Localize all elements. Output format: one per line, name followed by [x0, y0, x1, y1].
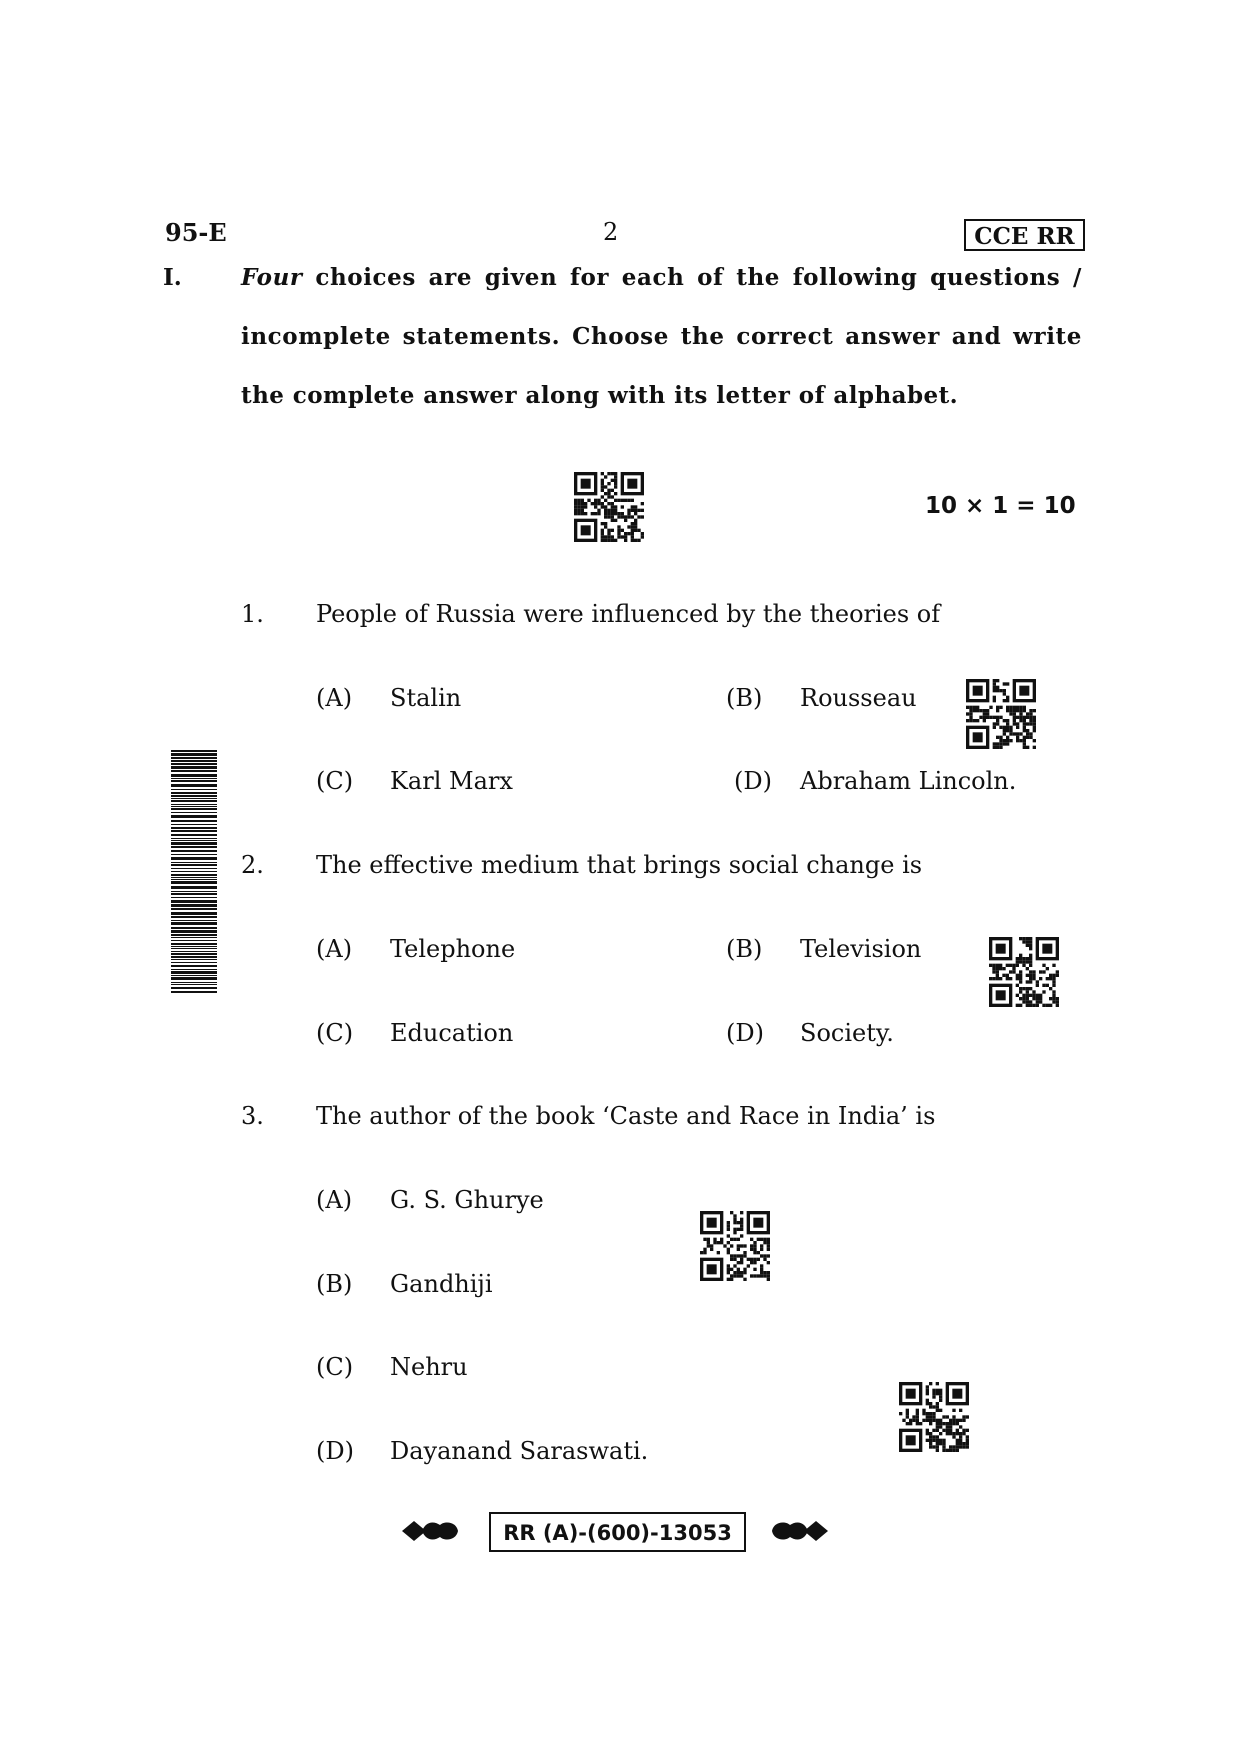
option-text: Stalin — [390, 684, 462, 712]
qr-code-icon — [966, 679, 1036, 749]
option-text: Television — [800, 935, 922, 963]
option-text: Abraham Lincoln. — [800, 767, 1017, 795]
option-label: (D) — [734, 767, 772, 795]
option-text: Telephone — [390, 935, 516, 963]
option-label: (A) — [316, 935, 353, 963]
option-label: (C) — [316, 1019, 354, 1047]
qr-code-icon — [989, 937, 1059, 1007]
ornament-left-icon — [400, 1515, 460, 1547]
option-label: (B) — [726, 684, 763, 712]
instruction-line-1-text: choices are given for each of the following questions / — [302, 264, 1082, 291]
question-number: 1. — [241, 600, 264, 628]
qr-code-icon — [700, 1211, 770, 1281]
option-label: (A) — [316, 1186, 353, 1214]
section-number: I. — [163, 264, 182, 291]
option-text: Rousseau — [800, 684, 917, 712]
ornament-right-icon — [770, 1515, 830, 1547]
option-label: (C) — [316, 767, 354, 795]
instruction-line-3: the complete answer along with its letter of alphabet. — [241, 382, 959, 409]
option-label: (C) — [316, 1353, 354, 1381]
footer-code: RR (A)-(600)-13053 — [489, 1512, 746, 1552]
option-text: Society. — [800, 1019, 894, 1047]
option-label: (D) — [726, 1019, 764, 1047]
option-label: (D) — [316, 1437, 354, 1465]
question-text: People of Russia were influenced by the theories of — [316, 600, 941, 628]
question-number: 3. — [241, 1102, 264, 1130]
option-label: (B) — [316, 1270, 353, 1298]
qr-code-icon — [574, 472, 644, 542]
barcode-icon — [171, 750, 217, 994]
option-text: Gandhiji — [390, 1270, 493, 1298]
option-text: Nehru — [390, 1353, 468, 1381]
page-number: 2 — [603, 218, 619, 246]
option-text: Education — [390, 1019, 514, 1047]
marks-allocation: 10 × 1 = 10 — [925, 493, 1076, 519]
question-number: 2. — [241, 851, 264, 879]
option-text: Karl Marx — [390, 767, 513, 795]
instruction-line-1 — [241, 264, 1082, 291]
series-badge: CCE RR — [964, 219, 1085, 251]
option-label: (A) — [316, 684, 353, 712]
option-text: G. S. Ghurye — [390, 1186, 544, 1214]
paper-code: 95-E — [165, 218, 227, 247]
instruction-line-2: incomplete statements. Choose the correct answer and write — [241, 323, 1082, 350]
question-text: The author of the book ‘Caste and Race in India’ is — [316, 1102, 936, 1130]
option-label: (B) — [726, 935, 763, 963]
qr-code-icon — [899, 1382, 969, 1452]
instruction-emphasis: Four — [241, 264, 303, 291]
question-text: The effective medium that brings social change is — [316, 851, 923, 879]
option-text: Dayanand Saraswati. — [390, 1437, 649, 1465]
